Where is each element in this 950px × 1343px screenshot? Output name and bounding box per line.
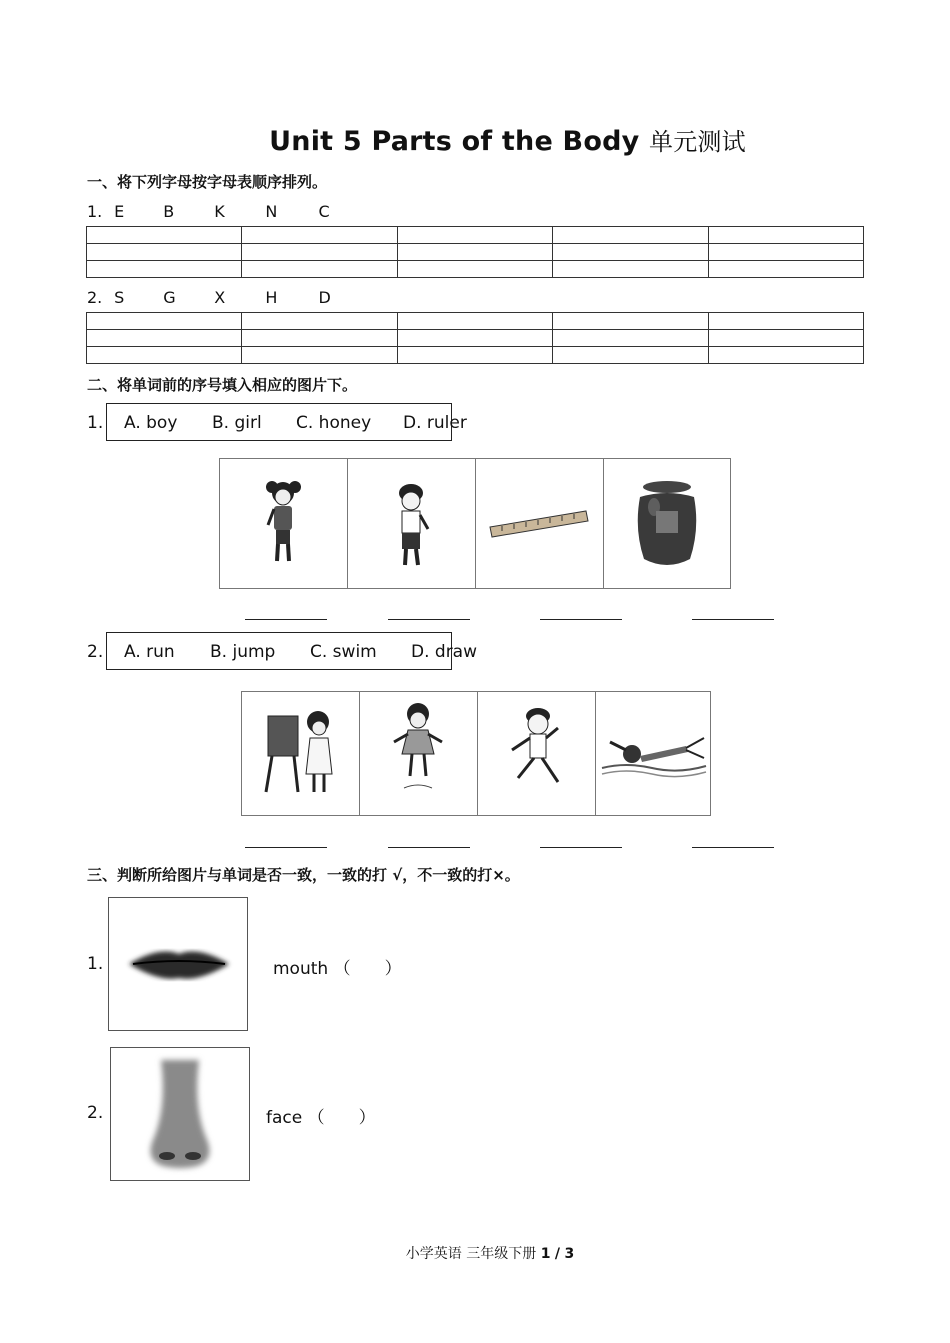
picture-row-1 — [219, 458, 731, 589]
picture-nose — [110, 1047, 250, 1181]
option: B. jump — [210, 642, 276, 662]
picture-honey-jar — [604, 459, 731, 588]
letter: E — [114, 202, 125, 221]
letter: B — [163, 202, 175, 221]
letter: S — [114, 288, 125, 307]
picture-boy-running — [478, 692, 596, 815]
word: mouth — [273, 959, 329, 979]
option: A. boy — [124, 413, 178, 433]
title-cn: 单元测试 — [649, 128, 746, 156]
title-en: Unit 5 Parts of the Body — [269, 126, 640, 157]
picture-ruler — [476, 459, 604, 588]
answer-blank[interactable] — [692, 847, 774, 848]
s3-q2-answer — [266, 1103, 376, 1128]
section2-heading: 二、将单词前的序号填入相应的图片下。 — [87, 376, 358, 394]
option: C. swim — [310, 642, 377, 662]
s3-q1-number: 1. — [87, 954, 104, 974]
option: C. honey — [296, 413, 372, 433]
page-total: 3 — [564, 1246, 575, 1262]
s1-q1-letters — [87, 202, 330, 221]
letter: D — [318, 288, 331, 307]
letter: C — [318, 202, 330, 221]
picture-girl — [220, 459, 348, 588]
letter: G — [163, 288, 176, 307]
page-number: 1 — [540, 1246, 551, 1262]
answer-blank[interactable] — [388, 619, 470, 620]
option: D. draw — [411, 642, 477, 662]
s1-q1-number: 1. — [87, 202, 103, 221]
option: D. ruler — [403, 413, 467, 433]
option: A. run — [124, 642, 175, 662]
picture-boy-swimming — [596, 692, 713, 815]
answer-blank[interactable] — [692, 619, 774, 620]
s2-q2-number: 2. — [87, 642, 104, 662]
answer-blank[interactable] — [245, 847, 327, 848]
letter: X — [214, 288, 226, 307]
writing-grid-1[interactable] — [86, 226, 864, 278]
answer-blank[interactable] — [540, 847, 622, 848]
answer-paren[interactable]: （ ） — [333, 959, 402, 979]
letter: H — [265, 288, 278, 307]
section1-heading: 一、将下列字母按字母表顺序排列。 — [87, 173, 328, 191]
page-title — [0, 122, 950, 157]
option: B. girl — [212, 413, 262, 433]
footer — [0, 1243, 950, 1263]
answer-blank[interactable] — [388, 847, 470, 848]
section3-heading: 三、判断所给图片与单词是否一致，一致的打 √，不一致的打×。 — [87, 866, 520, 884]
letter: N — [265, 202, 278, 221]
picture-girl-drawing — [242, 692, 360, 815]
s1-q2-letters — [87, 288, 331, 307]
s2-q1-number: 1. — [87, 413, 104, 433]
writing-grid-2[interactable] — [86, 312, 864, 364]
page-separator: / — [554, 1246, 561, 1262]
footer-text: 小学英语 三年级下册 — [405, 1246, 537, 1262]
picture-girl-jumping — [360, 692, 478, 815]
answer-blank[interactable] — [540, 619, 622, 620]
picture-boy — [348, 459, 476, 588]
s1-q2-number: 2. — [87, 288, 103, 307]
s3-q2-number: 2. — [87, 1103, 104, 1123]
picture-mouth — [108, 897, 248, 1031]
s3-q1-answer — [273, 954, 402, 979]
answer-paren[interactable]: （ ） — [307, 1108, 376, 1128]
answer-blank[interactable] — [245, 619, 327, 620]
word: face — [266, 1108, 303, 1128]
letter: K — [214, 202, 225, 221]
picture-row-2 — [241, 691, 711, 816]
